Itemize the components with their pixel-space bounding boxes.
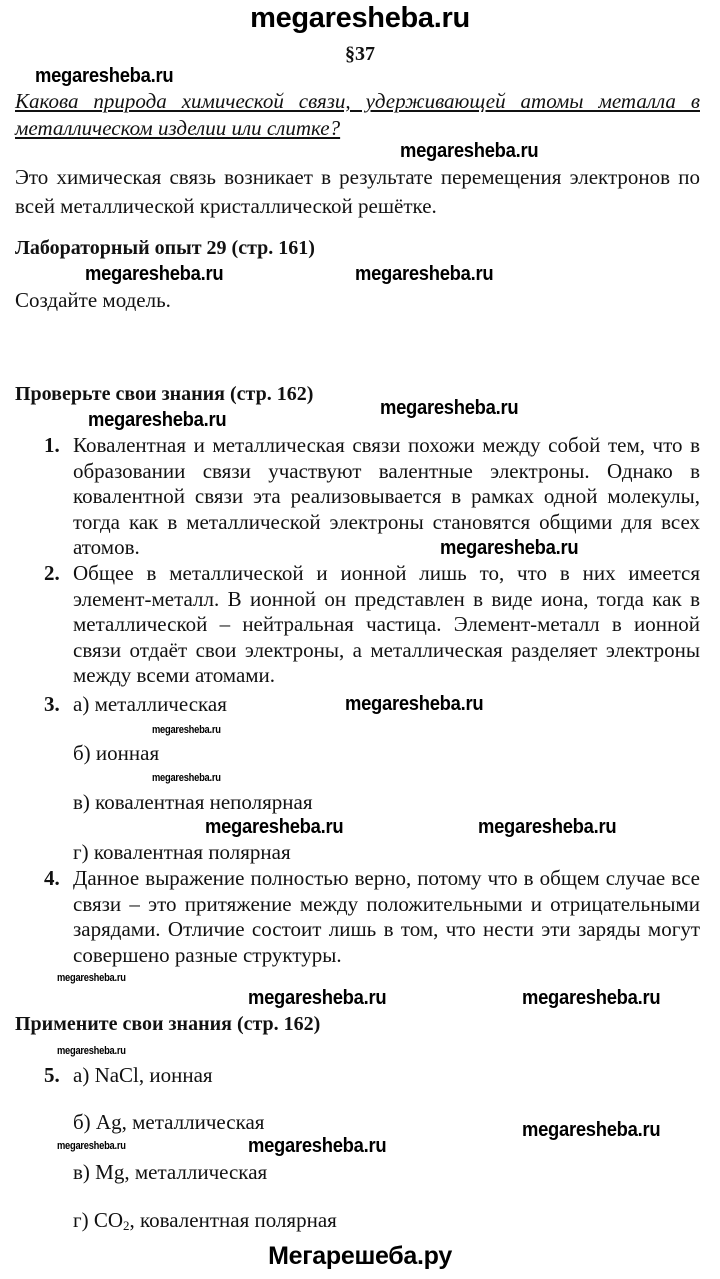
sub-answer: в) ковалентная неполярная bbox=[73, 790, 313, 814]
sub-answer: г) ковалентная полярная bbox=[73, 840, 291, 864]
item-number: 3. bbox=[44, 692, 60, 716]
lab-heading: Лабораторный опыт 29 (стр. 161) bbox=[15, 237, 315, 259]
formula-suffix: , ковалентная полярная bbox=[129, 1208, 337, 1232]
watermark: megaresheba.ru bbox=[380, 397, 519, 419]
sub-answer: б) Ag, металлическая bbox=[73, 1110, 265, 1134]
watermark: megaresheba.ru bbox=[248, 1135, 387, 1157]
watermark: megaresheba.ru bbox=[522, 987, 661, 1009]
watermark: megaresheba.ru bbox=[355, 263, 494, 285]
watermark: megaresheba.ru bbox=[478, 816, 617, 838]
watermark: megaresheba.ru bbox=[400, 140, 539, 162]
sub-answer: а) металлическая bbox=[73, 692, 227, 716]
watermark: megaresheba.ru bbox=[85, 263, 224, 285]
watermark: megaresheba.ru bbox=[248, 987, 387, 1009]
footer-watermark[interactable]: Мегарешеба.ру bbox=[268, 1242, 452, 1270]
sub-answer: б) ионная bbox=[73, 741, 160, 765]
watermark: megaresheba.ru bbox=[57, 972, 126, 984]
lab-text: Создайте модель. bbox=[15, 288, 171, 312]
item-number: 4. bbox=[44, 866, 60, 890]
watermark-header[interactable]: megaresheba.ru bbox=[250, 2, 470, 34]
item-number: 2. bbox=[44, 561, 60, 585]
watermark: megaresheba.ru bbox=[205, 816, 344, 838]
item-number: 5. bbox=[44, 1063, 60, 1087]
sub-answer: в) Mg, металлическая bbox=[73, 1160, 268, 1184]
watermark: megaresheba.ru bbox=[35, 65, 174, 87]
section-number: §37 bbox=[345, 43, 375, 65]
watermark: megaresheba.ru bbox=[522, 1119, 661, 1141]
question-text: Какова природа химической связи, удерживающей атомы металла в металлическом изделии или слитке? bbox=[15, 89, 700, 140]
answer-text: Это химическая связь возникает в результате перемещения электронов по всей металлической кристаллической решётке. bbox=[15, 165, 700, 218]
formula-subscript: 2 bbox=[123, 1218, 130, 1233]
sub-answer-last bbox=[73, 1208, 337, 1233]
item-text: Ковалентная и металлическая связи похожи между собой тем, что в образовании связи участвуют валентные электроны. Однако в ковалентной связи эта реализовывается в рамках одной молекулы, тогда как в металлической электроны становятся общими для всех атомов. bbox=[73, 433, 700, 559]
sub-answer: а) NaCl, ионная bbox=[73, 1063, 213, 1087]
item-text: Данное выражение полностью верно, потому что в общем случае все связи – это притяжение между положительными и отрицательными зарядами. Отличие состоит лишь в том, что нести эти заряды могут совершено разные структуры. bbox=[73, 866, 700, 967]
formula-prefix: г) CO bbox=[73, 1208, 124, 1232]
watermark: megaresheba.ru bbox=[88, 409, 227, 431]
watermark: megaresheba.ru bbox=[57, 1045, 126, 1057]
watermark: megaresheba.ru bbox=[440, 537, 579, 559]
check-heading: Проверьте свои знания (стр. 162) bbox=[15, 383, 314, 405]
item-text: Общее в металлической и ионной лишь то, что в них имеется элемент-металл. В ионной он представлен в виде иона, тогда как в металлической – нейтральная частица. Элемент-металл в ионной связи отдаёт свои электроны, а металлическая разделяет электроны между всеми атомами. bbox=[73, 561, 700, 687]
watermark: megaresheba.ru bbox=[152, 772, 221, 784]
watermark: megaresheba.ru bbox=[152, 724, 221, 736]
apply-heading: Примените свои знания (стр. 162) bbox=[15, 1013, 321, 1035]
watermark: megaresheba.ru bbox=[345, 693, 484, 715]
watermark: megaresheba.ru bbox=[57, 1140, 126, 1152]
item-number: 1. bbox=[44, 433, 60, 457]
